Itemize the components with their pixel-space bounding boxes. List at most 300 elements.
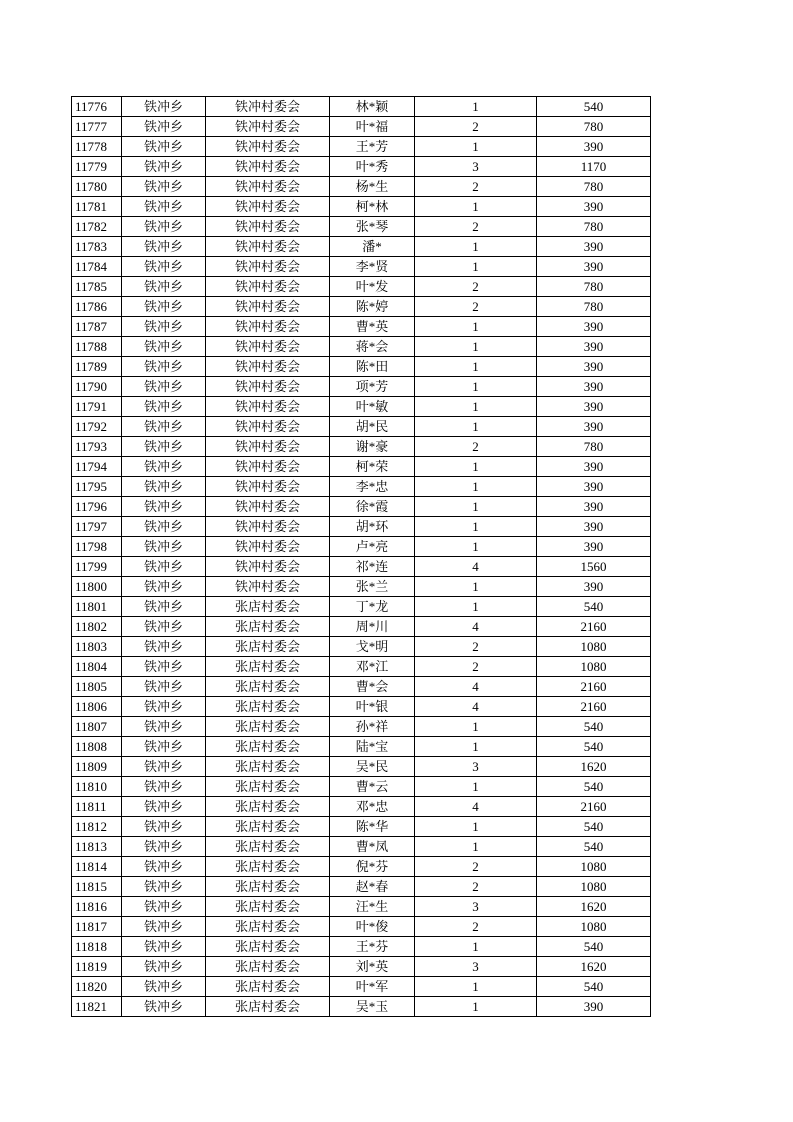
village-committee-cell: 张店村委会 bbox=[206, 817, 330, 837]
table-row bbox=[72, 937, 651, 957]
count-cell: 2 bbox=[415, 297, 537, 317]
township-cell: 铁冲乡 bbox=[122, 597, 206, 617]
name-cell: 叶*秀 bbox=[330, 157, 415, 177]
table-row bbox=[72, 777, 651, 797]
village-committee-cell: 铁冲村委会 bbox=[206, 397, 330, 417]
village-committee-cell: 张店村委会 bbox=[206, 957, 330, 977]
name-cell: 刘*英 bbox=[330, 957, 415, 977]
table-row bbox=[72, 237, 651, 257]
record-id-cell: 11790 bbox=[72, 377, 122, 397]
name-cell: 谢*豪 bbox=[330, 437, 415, 457]
amount-cell: 540 bbox=[537, 597, 651, 617]
table-row bbox=[72, 157, 651, 177]
village-committee-cell: 铁冲村委会 bbox=[206, 577, 330, 597]
count-cell: 1 bbox=[415, 577, 537, 597]
amount-cell: 390 bbox=[537, 457, 651, 477]
township-cell: 铁冲乡 bbox=[122, 737, 206, 757]
village-committee-cell: 张店村委会 bbox=[206, 757, 330, 777]
count-cell: 1 bbox=[415, 257, 537, 277]
township-cell: 铁冲乡 bbox=[122, 457, 206, 477]
township-cell: 铁冲乡 bbox=[122, 357, 206, 377]
township-cell: 铁冲乡 bbox=[122, 777, 206, 797]
name-cell: 丁*龙 bbox=[330, 597, 415, 617]
village-committee-cell: 张店村委会 bbox=[206, 857, 330, 877]
name-cell: 叶*银 bbox=[330, 697, 415, 717]
amount-cell: 390 bbox=[537, 197, 651, 217]
name-cell: 王*芬 bbox=[330, 937, 415, 957]
township-cell: 铁冲乡 bbox=[122, 577, 206, 597]
village-committee-cell: 铁冲村委会 bbox=[206, 277, 330, 297]
amount-cell: 1080 bbox=[537, 637, 651, 657]
table-row bbox=[72, 297, 651, 317]
township-cell: 铁冲乡 bbox=[122, 717, 206, 737]
count-cell: 1 bbox=[415, 537, 537, 557]
table-row bbox=[72, 657, 651, 677]
amount-cell: 390 bbox=[537, 377, 651, 397]
count-cell: 4 bbox=[415, 797, 537, 817]
record-id-cell: 11786 bbox=[72, 297, 122, 317]
township-cell: 铁冲乡 bbox=[122, 297, 206, 317]
count-cell: 1 bbox=[415, 977, 537, 997]
table-row bbox=[72, 697, 651, 717]
name-cell: 柯*荣 bbox=[330, 457, 415, 477]
village-committee-cell: 铁冲村委会 bbox=[206, 237, 330, 257]
count-cell: 4 bbox=[415, 697, 537, 717]
name-cell: 张*琴 bbox=[330, 217, 415, 237]
record-id-cell: 11819 bbox=[72, 957, 122, 977]
village-committee-cell: 张店村委会 bbox=[206, 837, 330, 857]
township-cell: 铁冲乡 bbox=[122, 117, 206, 137]
record-id-cell: 11781 bbox=[72, 197, 122, 217]
count-cell: 2 bbox=[415, 657, 537, 677]
amount-cell: 780 bbox=[537, 177, 651, 197]
record-id-cell: 11809 bbox=[72, 757, 122, 777]
township-cell: 铁冲乡 bbox=[122, 437, 206, 457]
amount-cell: 540 bbox=[537, 937, 651, 957]
count-cell: 1 bbox=[415, 597, 537, 617]
record-id-cell: 11795 bbox=[72, 477, 122, 497]
record-id-cell: 11785 bbox=[72, 277, 122, 297]
count-cell: 1 bbox=[415, 337, 537, 357]
village-committee-cell: 铁冲村委会 bbox=[206, 297, 330, 317]
count-cell: 2 bbox=[415, 857, 537, 877]
table-row bbox=[72, 917, 651, 937]
name-cell: 叶*军 bbox=[330, 977, 415, 997]
record-id-cell: 11778 bbox=[72, 137, 122, 157]
count-cell: 2 bbox=[415, 277, 537, 297]
table-row bbox=[72, 337, 651, 357]
amount-cell: 390 bbox=[537, 397, 651, 417]
count-cell: 2 bbox=[415, 917, 537, 937]
count-cell: 2 bbox=[415, 177, 537, 197]
name-cell: 陈*婷 bbox=[330, 297, 415, 317]
amount-cell: 540 bbox=[537, 817, 651, 837]
name-cell: 邓*忠 bbox=[330, 797, 415, 817]
amount-cell: 390 bbox=[537, 237, 651, 257]
record-id-cell: 11782 bbox=[72, 217, 122, 237]
village-committee-cell: 铁冲村委会 bbox=[206, 457, 330, 477]
table-row bbox=[72, 457, 651, 477]
count-cell: 1 bbox=[415, 457, 537, 477]
township-cell: 铁冲乡 bbox=[122, 377, 206, 397]
record-id-cell: 11801 bbox=[72, 597, 122, 617]
village-committee-cell: 铁冲村委会 bbox=[206, 137, 330, 157]
count-cell: 4 bbox=[415, 617, 537, 637]
village-committee-cell: 铁冲村委会 bbox=[206, 477, 330, 497]
count-cell: 1 bbox=[415, 237, 537, 257]
township-cell: 铁冲乡 bbox=[122, 857, 206, 877]
count-cell: 1 bbox=[415, 517, 537, 537]
amount-cell: 540 bbox=[537, 717, 651, 737]
township-cell: 铁冲乡 bbox=[122, 217, 206, 237]
record-id-cell: 11794 bbox=[72, 457, 122, 477]
village-committee-cell: 张店村委会 bbox=[206, 617, 330, 637]
table-row bbox=[72, 617, 651, 637]
name-cell: 陈*田 bbox=[330, 357, 415, 377]
amount-cell: 2160 bbox=[537, 697, 651, 717]
village-committee-cell: 铁冲村委会 bbox=[206, 497, 330, 517]
data-table bbox=[71, 96, 651, 1017]
village-committee-cell: 张店村委会 bbox=[206, 717, 330, 737]
township-cell: 铁冲乡 bbox=[122, 957, 206, 977]
record-id-cell: 11815 bbox=[72, 877, 122, 897]
village-committee-cell: 张店村委会 bbox=[206, 697, 330, 717]
record-id-cell: 11779 bbox=[72, 157, 122, 177]
record-id-cell: 11796 bbox=[72, 497, 122, 517]
township-cell: 铁冲乡 bbox=[122, 97, 206, 117]
village-committee-cell: 铁冲村委会 bbox=[206, 537, 330, 557]
table-row bbox=[72, 97, 651, 117]
township-cell: 铁冲乡 bbox=[122, 257, 206, 277]
amount-cell: 390 bbox=[537, 997, 651, 1017]
village-committee-cell: 张店村委会 bbox=[206, 677, 330, 697]
amount-cell: 390 bbox=[537, 257, 651, 277]
township-cell: 铁冲乡 bbox=[122, 177, 206, 197]
table-row bbox=[72, 897, 651, 917]
township-cell: 铁冲乡 bbox=[122, 477, 206, 497]
village-committee-cell: 张店村委会 bbox=[206, 897, 330, 917]
amount-cell: 540 bbox=[537, 777, 651, 797]
name-cell: 张*兰 bbox=[330, 577, 415, 597]
amount-cell: 1080 bbox=[537, 917, 651, 937]
name-cell: 陈*华 bbox=[330, 817, 415, 837]
count-cell: 2 bbox=[415, 637, 537, 657]
table-row bbox=[72, 497, 651, 517]
amount-cell: 2160 bbox=[537, 797, 651, 817]
name-cell: 吴*玉 bbox=[330, 997, 415, 1017]
table-row bbox=[72, 477, 651, 497]
name-cell: 叶*福 bbox=[330, 117, 415, 137]
record-id-cell: 11792 bbox=[72, 417, 122, 437]
village-committee-cell: 铁冲村委会 bbox=[206, 557, 330, 577]
name-cell: 李*贤 bbox=[330, 257, 415, 277]
village-committee-cell: 铁冲村委会 bbox=[206, 337, 330, 357]
amount-cell: 1080 bbox=[537, 857, 651, 877]
table-body bbox=[72, 97, 651, 1017]
name-cell: 柯*林 bbox=[330, 197, 415, 217]
table-row bbox=[72, 177, 651, 197]
amount-cell: 390 bbox=[537, 537, 651, 557]
village-committee-cell: 张店村委会 bbox=[206, 917, 330, 937]
table-row bbox=[72, 857, 651, 877]
township-cell: 铁冲乡 bbox=[122, 877, 206, 897]
table-row bbox=[72, 877, 651, 897]
name-cell: 邓*江 bbox=[330, 657, 415, 677]
record-id-cell: 11814 bbox=[72, 857, 122, 877]
name-cell: 孙*祥 bbox=[330, 717, 415, 737]
amount-cell: 780 bbox=[537, 117, 651, 137]
township-cell: 铁冲乡 bbox=[122, 237, 206, 257]
record-id-cell: 11788 bbox=[72, 337, 122, 357]
amount-cell: 780 bbox=[537, 437, 651, 457]
count-cell: 2 bbox=[415, 877, 537, 897]
township-cell: 铁冲乡 bbox=[122, 317, 206, 337]
amount-cell: 390 bbox=[537, 357, 651, 377]
amount-cell: 540 bbox=[537, 977, 651, 997]
name-cell: 胡*民 bbox=[330, 417, 415, 437]
amount-cell: 390 bbox=[537, 317, 651, 337]
village-committee-cell: 铁冲村委会 bbox=[206, 197, 330, 217]
record-id-cell: 11776 bbox=[72, 97, 122, 117]
record-id-cell: 11818 bbox=[72, 937, 122, 957]
township-cell: 铁冲乡 bbox=[122, 657, 206, 677]
table-row bbox=[72, 417, 651, 437]
amount-cell: 780 bbox=[537, 277, 651, 297]
village-committee-cell: 张店村委会 bbox=[206, 977, 330, 997]
township-cell: 铁冲乡 bbox=[122, 937, 206, 957]
township-cell: 铁冲乡 bbox=[122, 557, 206, 577]
table-row bbox=[72, 117, 651, 137]
amount-cell: 1080 bbox=[537, 657, 651, 677]
township-cell: 铁冲乡 bbox=[122, 537, 206, 557]
village-committee-cell: 铁冲村委会 bbox=[206, 157, 330, 177]
table-row bbox=[72, 977, 651, 997]
village-committee-cell: 铁冲村委会 bbox=[206, 437, 330, 457]
township-cell: 铁冲乡 bbox=[122, 797, 206, 817]
amount-cell: 390 bbox=[537, 137, 651, 157]
township-cell: 铁冲乡 bbox=[122, 157, 206, 177]
amount-cell: 390 bbox=[537, 417, 651, 437]
count-cell: 1 bbox=[415, 717, 537, 737]
table-row bbox=[72, 437, 651, 457]
township-cell: 铁冲乡 bbox=[122, 917, 206, 937]
name-cell: 叶*敏 bbox=[330, 397, 415, 417]
count-cell: 3 bbox=[415, 897, 537, 917]
record-id-cell: 11777 bbox=[72, 117, 122, 137]
amount-cell: 1620 bbox=[537, 757, 651, 777]
count-cell: 1 bbox=[415, 997, 537, 1017]
table-row bbox=[72, 397, 651, 417]
name-cell: 戈*明 bbox=[330, 637, 415, 657]
count-cell: 3 bbox=[415, 157, 537, 177]
township-cell: 铁冲乡 bbox=[122, 397, 206, 417]
name-cell: 陆*宝 bbox=[330, 737, 415, 757]
record-id-cell: 11783 bbox=[72, 237, 122, 257]
table-row bbox=[72, 817, 651, 837]
record-id-cell: 11799 bbox=[72, 557, 122, 577]
township-cell: 铁冲乡 bbox=[122, 677, 206, 697]
name-cell: 曹*云 bbox=[330, 777, 415, 797]
table-row bbox=[72, 737, 651, 757]
name-cell: 曹*会 bbox=[330, 677, 415, 697]
village-committee-cell: 铁冲村委会 bbox=[206, 257, 330, 277]
table-row bbox=[72, 217, 651, 237]
village-committee-cell: 铁冲村委会 bbox=[206, 217, 330, 237]
table-row bbox=[72, 577, 651, 597]
table-row bbox=[72, 517, 651, 537]
record-id-cell: 11817 bbox=[72, 917, 122, 937]
village-committee-cell: 铁冲村委会 bbox=[206, 177, 330, 197]
record-id-cell: 11804 bbox=[72, 657, 122, 677]
amount-cell: 1560 bbox=[537, 557, 651, 577]
table-row bbox=[72, 357, 651, 377]
count-cell: 1 bbox=[415, 497, 537, 517]
amount-cell: 1620 bbox=[537, 957, 651, 977]
name-cell: 李*忠 bbox=[330, 477, 415, 497]
village-committee-cell: 铁冲村委会 bbox=[206, 417, 330, 437]
count-cell: 2 bbox=[415, 437, 537, 457]
count-cell: 1 bbox=[415, 777, 537, 797]
township-cell: 铁冲乡 bbox=[122, 697, 206, 717]
amount-cell: 2160 bbox=[537, 617, 651, 637]
name-cell: 汪*生 bbox=[330, 897, 415, 917]
record-id-cell: 11805 bbox=[72, 677, 122, 697]
name-cell: 叶*俊 bbox=[330, 917, 415, 937]
village-committee-cell: 张店村委会 bbox=[206, 877, 330, 897]
record-id-cell: 11780 bbox=[72, 177, 122, 197]
count-cell: 1 bbox=[415, 937, 537, 957]
record-id-cell: 11821 bbox=[72, 997, 122, 1017]
township-cell: 铁冲乡 bbox=[122, 197, 206, 217]
table-row bbox=[72, 957, 651, 977]
amount-cell: 540 bbox=[537, 837, 651, 857]
name-cell: 周*川 bbox=[330, 617, 415, 637]
table-row bbox=[72, 717, 651, 737]
name-cell: 潘* bbox=[330, 237, 415, 257]
amount-cell: 2160 bbox=[537, 677, 651, 697]
count-cell: 4 bbox=[415, 677, 537, 697]
township-cell: 铁冲乡 bbox=[122, 757, 206, 777]
table-row bbox=[72, 837, 651, 857]
amount-cell: 390 bbox=[537, 577, 651, 597]
record-id-cell: 11797 bbox=[72, 517, 122, 537]
name-cell: 曹*凤 bbox=[330, 837, 415, 857]
township-cell: 铁冲乡 bbox=[122, 337, 206, 357]
village-committee-cell: 张店村委会 bbox=[206, 797, 330, 817]
count-cell: 1 bbox=[415, 417, 537, 437]
record-id-cell: 11789 bbox=[72, 357, 122, 377]
village-committee-cell: 张店村委会 bbox=[206, 597, 330, 617]
name-cell: 祁*连 bbox=[330, 557, 415, 577]
name-cell: 胡*环 bbox=[330, 517, 415, 537]
village-committee-cell: 铁冲村委会 bbox=[206, 377, 330, 397]
record-id-cell: 11803 bbox=[72, 637, 122, 657]
township-cell: 铁冲乡 bbox=[122, 637, 206, 657]
township-cell: 铁冲乡 bbox=[122, 517, 206, 537]
table-row bbox=[72, 317, 651, 337]
amount-cell: 390 bbox=[537, 337, 651, 357]
record-id-cell: 11800 bbox=[72, 577, 122, 597]
count-cell: 1 bbox=[415, 317, 537, 337]
count-cell: 1 bbox=[415, 397, 537, 417]
township-cell: 铁冲乡 bbox=[122, 897, 206, 917]
name-cell: 林*颖 bbox=[330, 97, 415, 117]
amount-cell: 390 bbox=[537, 477, 651, 497]
village-committee-cell: 张店村委会 bbox=[206, 657, 330, 677]
name-cell: 曹*英 bbox=[330, 317, 415, 337]
amount-cell: 780 bbox=[537, 297, 651, 317]
village-committee-cell: 张店村委会 bbox=[206, 777, 330, 797]
amount-cell: 1170 bbox=[537, 157, 651, 177]
township-cell: 铁冲乡 bbox=[122, 817, 206, 837]
table-row bbox=[72, 257, 651, 277]
record-id-cell: 11806 bbox=[72, 697, 122, 717]
village-committee-cell: 铁冲村委会 bbox=[206, 357, 330, 377]
record-id-cell: 11808 bbox=[72, 737, 122, 757]
record-id-cell: 11813 bbox=[72, 837, 122, 857]
village-committee-cell: 铁冲村委会 bbox=[206, 97, 330, 117]
count-cell: 1 bbox=[415, 837, 537, 857]
count-cell: 2 bbox=[415, 117, 537, 137]
count-cell: 1 bbox=[415, 817, 537, 837]
table-row bbox=[72, 197, 651, 217]
name-cell: 蒋*会 bbox=[330, 337, 415, 357]
record-id-cell: 11798 bbox=[72, 537, 122, 557]
amount-cell: 1080 bbox=[537, 877, 651, 897]
table-row bbox=[72, 997, 651, 1017]
table-row bbox=[72, 597, 651, 617]
table-row bbox=[72, 537, 651, 557]
record-id-cell: 11811 bbox=[72, 797, 122, 817]
record-id-cell: 11784 bbox=[72, 257, 122, 277]
village-committee-cell: 铁冲村委会 bbox=[206, 317, 330, 337]
count-cell: 1 bbox=[415, 197, 537, 217]
count-cell: 1 bbox=[415, 377, 537, 397]
count-cell: 1 bbox=[415, 357, 537, 377]
name-cell: 卢*亮 bbox=[330, 537, 415, 557]
record-id-cell: 11816 bbox=[72, 897, 122, 917]
village-committee-cell: 张店村委会 bbox=[206, 997, 330, 1017]
table-row bbox=[72, 637, 651, 657]
amount-cell: 390 bbox=[537, 497, 651, 517]
record-id-cell: 11787 bbox=[72, 317, 122, 337]
record-id-cell: 11807 bbox=[72, 717, 122, 737]
count-cell: 1 bbox=[415, 137, 537, 157]
record-id-cell: 11793 bbox=[72, 437, 122, 457]
township-cell: 铁冲乡 bbox=[122, 977, 206, 997]
village-committee-cell: 铁冲村委会 bbox=[206, 117, 330, 137]
table-row bbox=[72, 137, 651, 157]
name-cell: 杨*生 bbox=[330, 177, 415, 197]
name-cell: 吴*民 bbox=[330, 757, 415, 777]
township-cell: 铁冲乡 bbox=[122, 497, 206, 517]
township-cell: 铁冲乡 bbox=[122, 617, 206, 637]
village-committee-cell: 张店村委会 bbox=[206, 637, 330, 657]
count-cell: 1 bbox=[415, 477, 537, 497]
village-committee-cell: 铁冲村委会 bbox=[206, 517, 330, 537]
record-id-cell: 11812 bbox=[72, 817, 122, 837]
township-cell: 铁冲乡 bbox=[122, 417, 206, 437]
amount-cell: 780 bbox=[537, 217, 651, 237]
township-cell: 铁冲乡 bbox=[122, 277, 206, 297]
count-cell: 4 bbox=[415, 557, 537, 577]
record-id-cell: 11802 bbox=[72, 617, 122, 637]
name-cell: 徐*霞 bbox=[330, 497, 415, 517]
record-id-cell: 11820 bbox=[72, 977, 122, 997]
township-cell: 铁冲乡 bbox=[122, 137, 206, 157]
amount-cell: 540 bbox=[537, 97, 651, 117]
record-id-cell: 11810 bbox=[72, 777, 122, 797]
